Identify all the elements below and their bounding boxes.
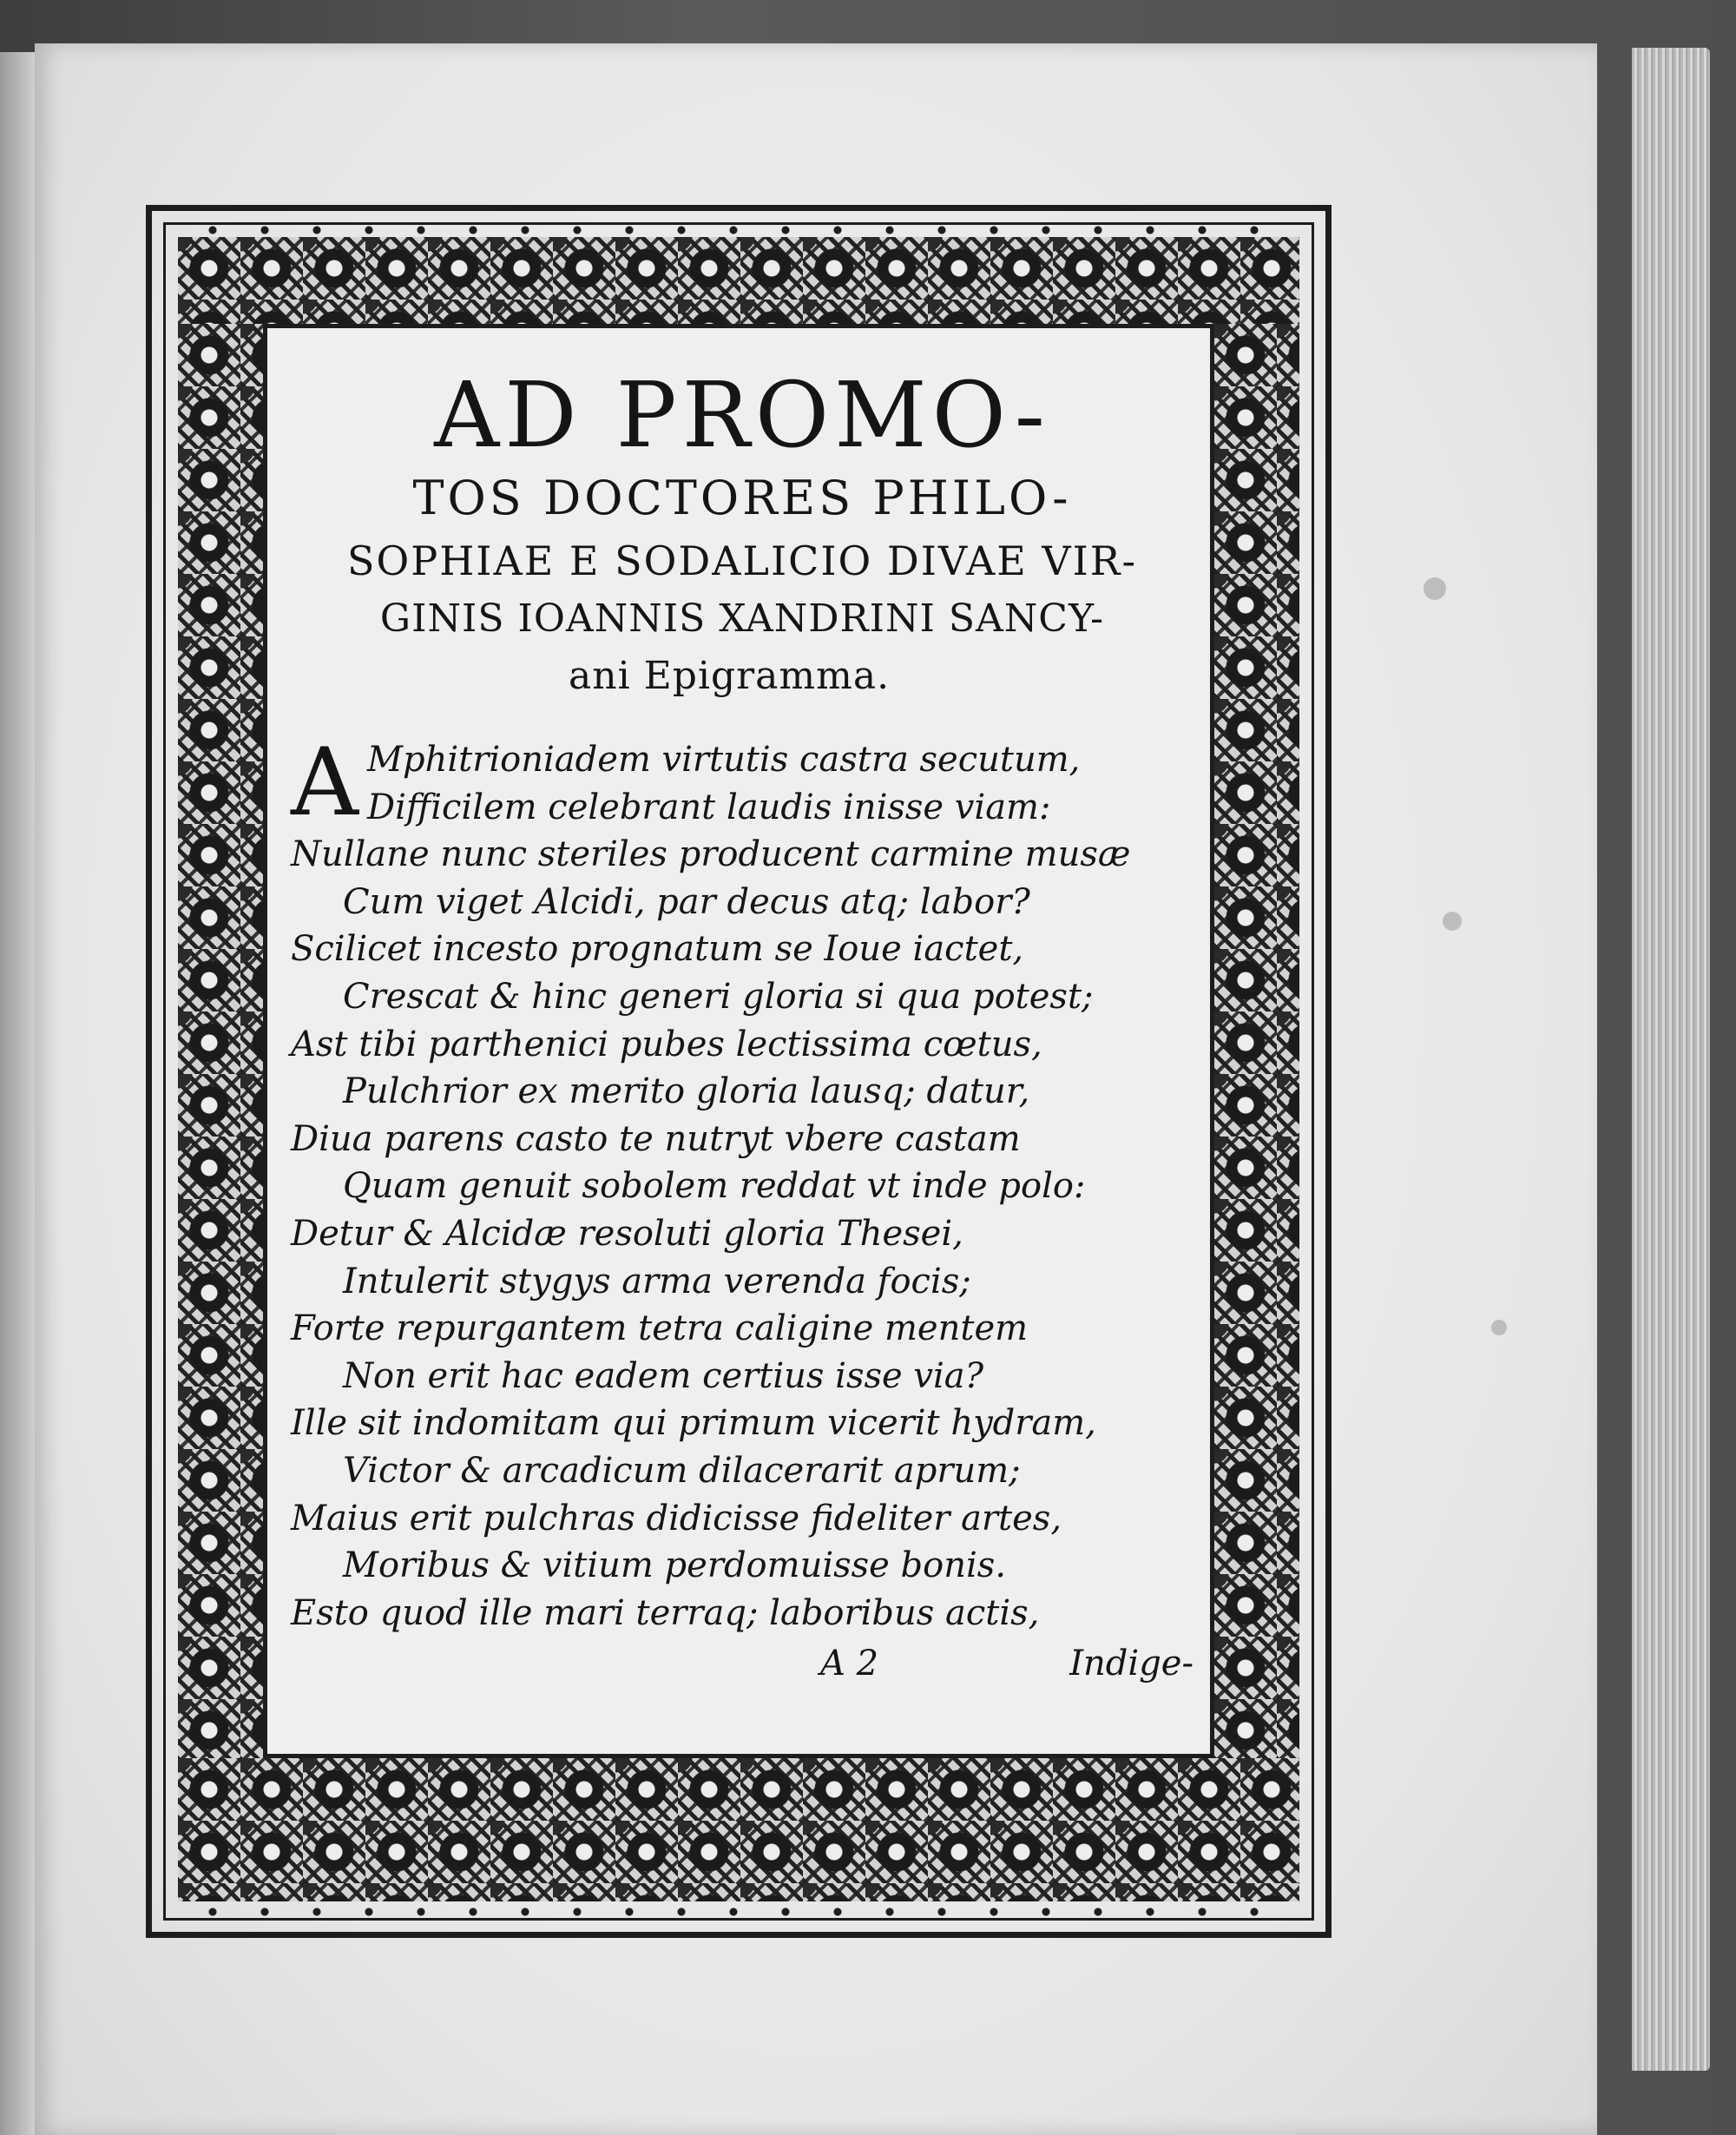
- poem-line: Ille sit indomitam qui primum vicerit hydram,: [291, 1403, 1096, 1444]
- poem-line: Cum viget Alcidi, par decus atq; labor?: [343, 881, 1030, 922]
- previous-page-edge: [0, 52, 35, 2135]
- paper-spot: [1443, 912, 1462, 931]
- poem-line: Intulerit stygys arma verenda focis;: [343, 1261, 971, 1301]
- poem-line: Moribus & vitium perdomuisse bonis.: [343, 1545, 1007, 1586]
- ornament-band-left: [178, 324, 263, 1758]
- signature-mark: A 2: [820, 1644, 879, 1684]
- page-edges: [1632, 48, 1710, 2071]
- poem-line: Ast tibi parthenici pubes lectissima cœtus,: [291, 1024, 1042, 1064]
- paper-spot: [1424, 577, 1446, 600]
- dotted-rule-top: [187, 224, 1289, 236]
- poem-line: Diua parens casto te nutryt vbere castam: [291, 1118, 1021, 1159]
- poem-line: Detur & Alcidæ resoluti gloria Thesei,: [291, 1213, 963, 1254]
- poem-line: Non erit hac eadem certius isse via?: [343, 1355, 984, 1396]
- ornament-band-top: [178, 237, 1299, 324]
- poem-line: Esto quod ille mari terraq; laboribus actis,: [291, 1592, 1040, 1633]
- ornament-band-right: [1214, 324, 1299, 1758]
- epigram: [291, 728, 1194, 1637]
- opening-lines: [291, 728, 1194, 837]
- poem-line: Quam genuit sobolem reddat vt inde polo:: [343, 1166, 1086, 1207]
- poem-line: Victor & arcadicum dilacerarit aprum;: [343, 1450, 1021, 1491]
- title-line-4: GINIS IOANNIS XANDRINI SANCY-: [379, 596, 1105, 641]
- dotted-rule-bottom: [187, 1906, 1289, 1918]
- drop-cap: A: [291, 728, 358, 837]
- page-footer: [291, 1644, 1194, 1692]
- poem-line: Pulchrior ex merito gloria lausq; datur,: [343, 1071, 1030, 1112]
- poem-line: Scilicet incesto prognatum se Ioue iactet,: [291, 929, 1024, 970]
- catchword: Indige-: [1069, 1644, 1194, 1684]
- title-line-5: ani Epigramma.: [569, 654, 891, 698]
- poem-line: Maius erit pulchras didicisse fideliter artes,: [291, 1498, 1062, 1539]
- poem-line: Nullane nunc steriles producent carmine musæ: [291, 834, 1131, 875]
- paper-spot: [1491, 1320, 1507, 1335]
- poem-line: Difficilem celebrant laudis inisse viam:: [367, 787, 1051, 827]
- title-line-3: SOPHIAE E SODALICIO DIVAE VIR-: [347, 537, 1137, 584]
- poem-line: Forte repurgantem tetra caligine mentem: [291, 1308, 1029, 1349]
- text-block: [291, 362, 1194, 1692]
- title-line-1: AD PROMO-: [434, 362, 1050, 468]
- ornament-band-bottom: [178, 1758, 1299, 1901]
- poem-line: Mphitrioniadem virtutis castra secutum,: [367, 740, 1081, 780]
- poem-line: Crescat & hinc generi gloria si qua potest;: [343, 976, 1094, 1017]
- title-line-2: TOS DOCTORES PHILO-: [412, 471, 1072, 525]
